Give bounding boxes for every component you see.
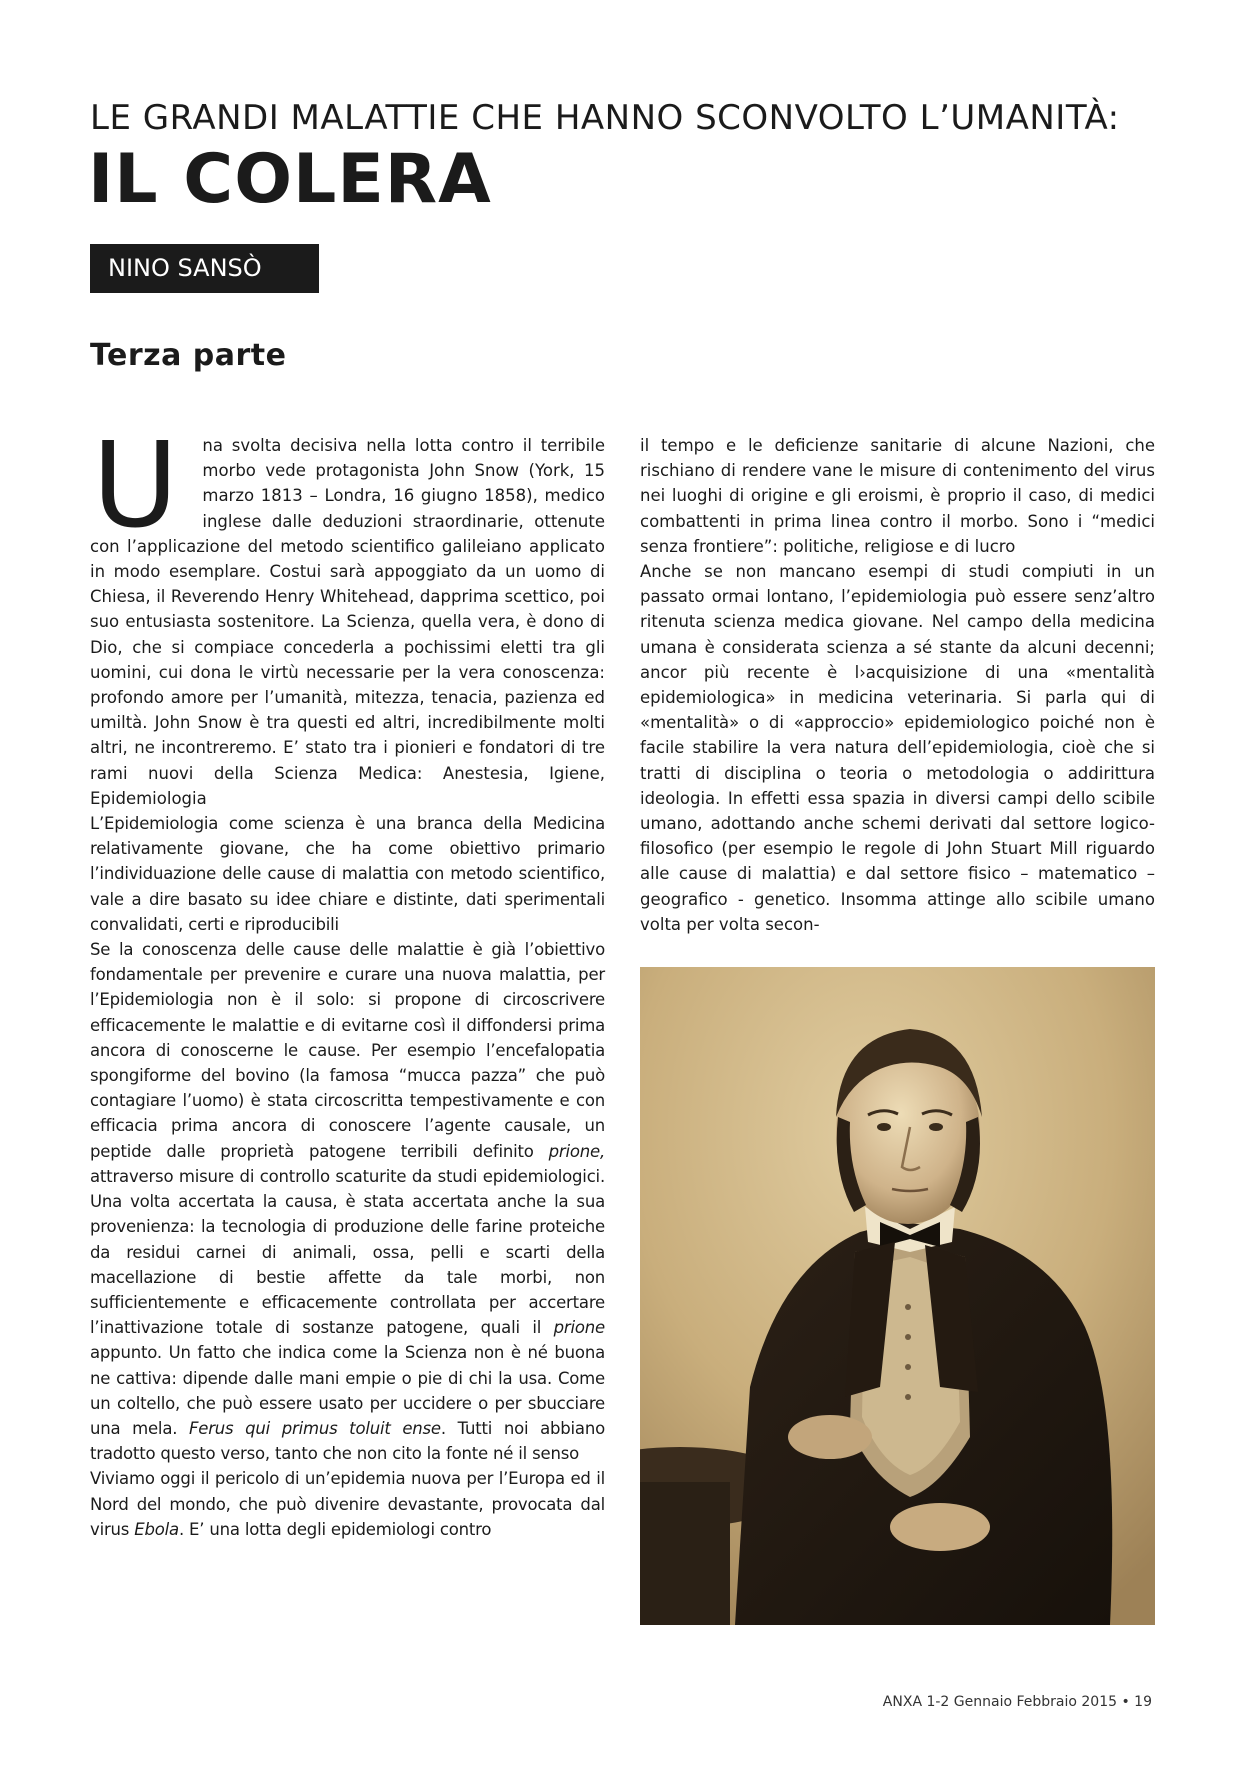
italic-term-prione: prione, <box>548 1141 605 1161</box>
paragraph-2: L’Epidemiologia come scienza è una branca della Medicina relativamente giovane, che ha come obiettivo primario l’individuazione delle cause di malattia con metodo scientifico, vale a dire basato su idee chiare e distinte, dati sperimentali convalidati, certi e riproducibili <box>90 814 605 934</box>
paragraph-3 <box>90 937 605 1466</box>
paragraph-4-text-a: Viviamo oggi il pericolo di un’epidemia nuova per l’Europa ed il Nord del mondo, che può divenire devastante, provocata dal virus <box>90 1469 605 1539</box>
right-column <box>640 433 1155 937</box>
page-footer-folio: ANXA 1-2 Gennaio Febbraio 2015 • 19 <box>882 1694 1152 1710</box>
paragraph-4 <box>90 1466 605 1542</box>
italic-term-ebola: Ebola <box>134 1519 179 1539</box>
portrait-illustration <box>640 967 1155 1625</box>
italic-term-prione-2: prione <box>553 1318 605 1338</box>
paragraph-1-text: na svolta decisiva nella lotta contro il terribile morbo vede protagonista John Snow (York, 15 marzo 1813 – Londra, 16 giugno 1858), medico inglese dalle deduzioni straordinarie, ottenute con l’applicazione del metodo scientifico galileiano applicato in modo esemplare. Costui sarà appoggiato da un uomo di Chiesa, il Reverendo Henry Whitehead, dapprima scettico, poi suo entusiasta sostenitore. La Scienza, quella vera, è dono di Dio, che si compiace concederla a pochissimi eletti tra gli uomini, cui dona le virtù necessarie per la vera conoscenza: profondo amore per l’umanità, mitezza, tenacia, pazienza ed umiltà. John Snow è tra questi ed altri, incredibilmente molti altri, ne incontreremo. E’ stato tra i pionieri e fondatori di tre rami nuovi della Scienza Medica: Anestesia, Igiene, Epidemiologia <box>90 436 605 808</box>
latin-quote: Ferus qui primus toluit ense <box>188 1418 441 1438</box>
paragraph-3-text-c: appunto. Un fatto che indica come la Scienza non è né buona ne cattiva: dipende dalle mani empie o pie di chi la usa. Come un coltello, che può essere usato per uccidere o per sbucciare una mela. <box>90 1343 605 1438</box>
drop-cap: U <box>92 416 179 554</box>
paragraph-3-text-b: attraverso misure di controllo scaturite da studi epidemiologici. Una volta accertata la causa, è stata accertata anche la sua provenienza: la tecnologia di produzione delle farine proteiche da residui carnei di animali, ossa, pelli e scarti della macellazione di bestie affette da tale morbi, non sufficientemente e efficacemente controllata per accertare l’inattivazione totale di sostanze patogene, quali il <box>90 1166 605 1338</box>
article-subtitle: Terza parte <box>90 338 287 373</box>
paragraph-6: Anche se non mancano esempi di studi compiuti in un passato ormai lontano, l’epidemiologia può essere senz’altro ritenuta scienza medica giovane. Nel campo della medicina umana è considerata scienza a sé stante da alcuni decenni; ancor più recente è l›acquisizione di una «mentalità epidemiologica» in medicina veterinaria. Si parla qui di «mentalità» o di «approccio» epidemiologico poiché non è facile stabilire la vera natura dell’epidemiologia, cioè che si tratti di disciplina o teoria o metodologia o addirittura ideologia. In effetti essa spazia in diversi campi dello scibile umano, adottando anche schemi derivati dal settore logico-filosofico (per esempio le regole di John Stuart Mill riguardo alle cause di malattia) e dal settore fisico – matematico – geografico - genetico. Insomma attinge allo scibile umano volta per volta secon- <box>640 562 1155 934</box>
paragraph-3-text-d: . Tutti noi abbiano tradotto questo verso, tanto che non cito la fonte né il senso <box>90 1418 605 1464</box>
author-label: NINO SANSÒ <box>90 244 319 293</box>
portrait-photo <box>640 967 1155 1625</box>
paragraph-1 <box>90 416 605 811</box>
paragraph-5: il tempo e le deficienze sanitarie di alcune Nazioni, che rischiano di rendere vane le misure di contenimento del virus nei luoghi di origine e gli eroismi, è proprio il caso, di medici combattenti in prima linea contro il morbo. Sono i “medici senza frontiere”: politiche, religiose e di lucro <box>640 436 1155 556</box>
paragraph-4-text-b: . E’ una lotta degli epidemiologi contro <box>178 1519 492 1539</box>
left-column <box>90 416 605 1542</box>
article-supertitle: LE GRANDI MALATTIE CHE HANNO SCONVOLTO L’UMANITÀ: <box>90 98 1120 138</box>
paragraph-3-text-a: Se la conoscenza delle cause delle malattie è già l’obiettivo fondamentale per prevenire e curare una nuova malattia, per l’Epidemiologia non è il solo: si propone di circoscrivere efficacemente le malattie e di evitarne così il diffondersi prima ancora di conoscerne le cause. Per esempio l’encefalopatia spongiforme del bovino (la famosa “mucca pazza” che può contagiare l’uomo) è stata circoscritta tempestivamente e con efficacia prima ancora di conoscere l’agente causale, un peptide dalle proprietà patogene terribili definito <box>90 940 605 1161</box>
article-title: IL COLERA <box>88 140 492 219</box>
